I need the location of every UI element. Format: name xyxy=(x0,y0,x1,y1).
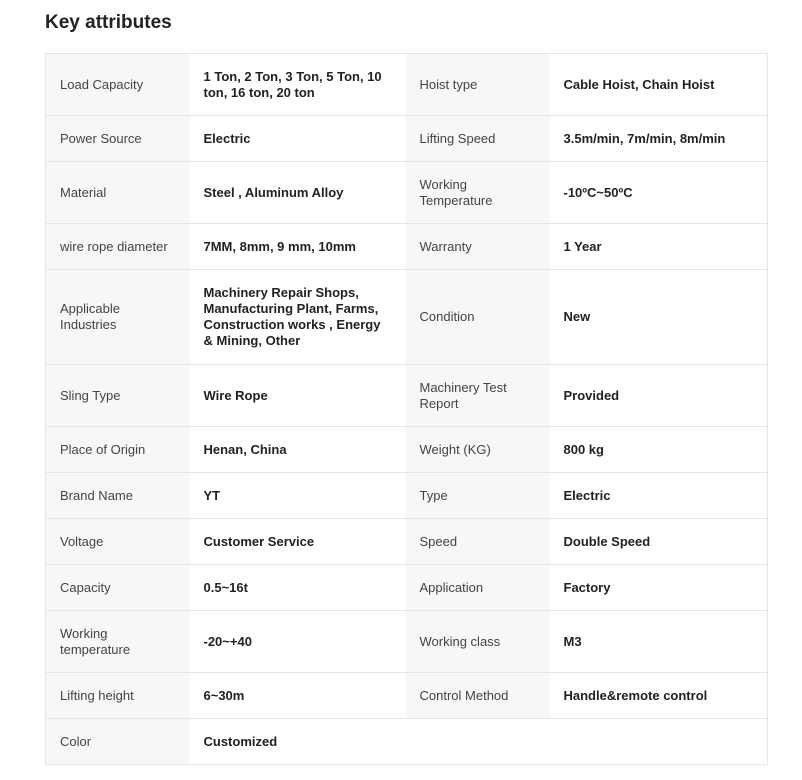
attribute-label: Working class xyxy=(406,611,550,673)
table-row xyxy=(46,365,768,427)
attribute-value: 1 Year xyxy=(550,224,768,270)
attribute-value: 1 Ton, 2 Ton, 3 Ton, 5 Ton, 10 ton, 16 ton, 20 ton xyxy=(190,54,406,116)
attribute-label: Application xyxy=(406,565,550,611)
table-row xyxy=(46,224,768,270)
attribute-value: YT xyxy=(190,473,406,519)
attribute-label: Material xyxy=(46,162,190,224)
table-row xyxy=(46,473,768,519)
attribute-value: Electric xyxy=(550,473,768,519)
attribute-value: Wire Rope xyxy=(190,365,406,427)
section-title: Key attributes xyxy=(45,12,172,33)
attribute-value: 7MM, 8mm, 9 mm, 10mm xyxy=(190,224,406,270)
table-row xyxy=(46,519,768,565)
attribute-label: Speed xyxy=(406,519,550,565)
attribute-value: Electric xyxy=(190,116,406,162)
attribute-value: Henan, China xyxy=(190,427,406,473)
attribute-label: Color xyxy=(46,719,190,765)
attribute-value: Machinery Repair Shops, Manufacturing Plant, Farms, Construction works , Energy & Mining, Other xyxy=(190,270,406,365)
attribute-label: Working Temperature xyxy=(406,162,550,224)
table-row xyxy=(46,270,768,365)
attribute-label: Condition xyxy=(406,270,550,365)
attribute-value: 800 kg xyxy=(550,427,768,473)
key-attributes-table xyxy=(45,53,768,765)
attribute-value: Double Speed xyxy=(550,519,768,565)
attribute-value: 3.5m/min, 7m/min, 8m/min xyxy=(550,116,768,162)
attribute-label: Lifting Speed xyxy=(406,116,550,162)
attribute-value: Provided xyxy=(550,365,768,427)
table-row xyxy=(46,673,768,719)
attribute-label: Load Capacity xyxy=(46,54,190,116)
table-row xyxy=(46,719,768,765)
attribute-label: Control Method xyxy=(406,673,550,719)
attribute-label: Working temperature xyxy=(46,611,190,673)
attribute-value: Cable Hoist, Chain Hoist xyxy=(550,54,768,116)
empty-cell xyxy=(406,719,550,765)
attribute-value: -20~+40 xyxy=(190,611,406,673)
attribute-label: Lifting height xyxy=(46,673,190,719)
attribute-label: wire rope diameter xyxy=(46,224,190,270)
attribute-value: Customized xyxy=(190,719,406,765)
table-row xyxy=(46,162,768,224)
attribute-label: Sling Type xyxy=(46,365,190,427)
table-row xyxy=(46,611,768,673)
attribute-value: 0.5~16t xyxy=(190,565,406,611)
attribute-label: Power Source xyxy=(46,116,190,162)
attribute-label: Hoist type xyxy=(406,54,550,116)
attribute-label: Type xyxy=(406,473,550,519)
table-row xyxy=(46,116,768,162)
attribute-label: Warranty xyxy=(406,224,550,270)
attribute-value: New xyxy=(550,270,768,365)
attribute-value: -10ºC~50ºC xyxy=(550,162,768,224)
attribute-label: Brand Name xyxy=(46,473,190,519)
table-row xyxy=(46,427,768,473)
table-row xyxy=(46,565,768,611)
attribute-value: Steel , Aluminum Alloy xyxy=(190,162,406,224)
empty-cell xyxy=(550,719,768,765)
attribute-value: M3 xyxy=(550,611,768,673)
attribute-value: Customer Service xyxy=(190,519,406,565)
attribute-value: Handle&remote control xyxy=(550,673,768,719)
attribute-label: Applicable Industries xyxy=(46,270,190,365)
attribute-label: Voltage xyxy=(46,519,190,565)
table-row xyxy=(46,54,768,116)
attribute-label: Weight (KG) xyxy=(406,427,550,473)
attribute-label: Capacity xyxy=(46,565,190,611)
attribute-value: Factory xyxy=(550,565,768,611)
attribute-label: Place of Origin xyxy=(46,427,190,473)
attribute-label: Machinery Test Report xyxy=(406,365,550,427)
attribute-value: 6~30m xyxy=(190,673,406,719)
